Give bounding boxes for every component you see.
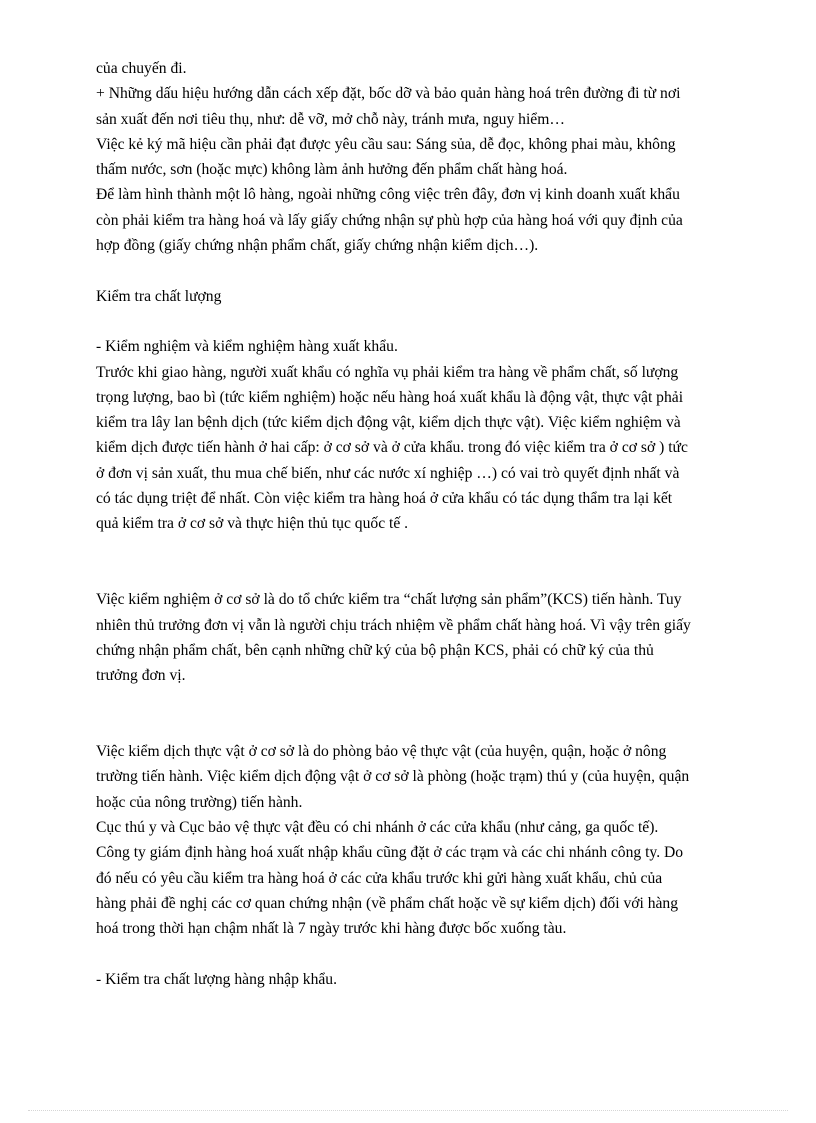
text-line: - Kiểm nghiệm và kiểm nghiệm hàng xuất khẩu. xyxy=(96,338,398,356)
text-line: còn phải kiểm tra hàng hoá và lấy giấy chứng nhận sự phù hợp của hàng hoá với quy định của xyxy=(96,211,683,229)
paragraph xyxy=(96,132,776,183)
paragraph xyxy=(96,739,776,815)
paragraph xyxy=(96,182,776,258)
text-line: thấm nước, sơn (hoặc mực) không làm ảnh hưởng đến phẩm chất hàng hoá. xyxy=(96,161,568,179)
paragraph xyxy=(96,587,776,688)
text-line: Để làm hình thành một lô hàng, ngoài những công việc trên đây, đơn vị kinh doanh xuất khẩu xyxy=(96,186,680,204)
text-line: kiểm dịch được tiến hành ở hai cấp: ở cơ sở và ở cửa khẩu. trong đó việc kiểm tra ở cơ sở ) tức xyxy=(96,439,688,457)
document-body xyxy=(96,56,776,992)
page-bottom-divider xyxy=(28,1110,788,1111)
paragraph-spacer xyxy=(96,688,776,713)
text-line: Việc kiểm dịch thực vật ở cơ sở là do phòng bảo vệ thực vật (của huyện, quận, hoặc ở nông xyxy=(96,743,667,761)
text-line: trưởng đơn vị. xyxy=(96,667,186,685)
paragraph-spacer xyxy=(96,537,776,562)
text-line: Kiểm tra chất lượng xyxy=(96,287,222,305)
text-line: Việc kiểm nghiệm ở cơ sở là do tổ chức kiểm tra “chất lượng sản phẩm”(KCS) tiến hành. Tuy xyxy=(96,591,682,609)
text-line: Cục thú y và Cục bảo vệ thực vật đều có chi nhánh ở các cửa khẩu (như cảng, ga quốc tế). xyxy=(96,818,659,836)
text-line: đó nếu có yêu cầu kiểm tra hàng hoá ở các cửa khẩu trước khi gửi hàng xuất khẩu, chủ của xyxy=(96,869,663,887)
text-line: hoá trong thời hạn chậm nhất là 7 ngày trước khi hàng được bốc xuống tàu. xyxy=(96,920,567,938)
text-line: Việc kẻ ký mã hiệu cần phải đạt được yêu cầu sau: Sáng sủa, dễ đọc, không phai màu, không xyxy=(96,135,676,153)
paragraph-spacer xyxy=(96,309,776,334)
text-line: Công ty giám định hàng hoá xuất nhập khẩu cũng đặt ở các trạm và các chi nhánh công ty. Do xyxy=(96,844,684,862)
text-line: Trước khi giao hàng, người xuất khẩu có nghĩa vụ phải kiểm tra hàng về phẩm chất, số lượng xyxy=(96,363,679,381)
text-line: của chuyến đi. xyxy=(96,60,187,77)
text-line: quả kiểm tra ở cơ sở và thực hiện thủ tục quốc tế . xyxy=(96,515,409,533)
text-line: ở đơn vị sản xuất, thu mua chế biến, như các nước xí nghiệp …) có vai trò quyết định nhất và xyxy=(96,464,680,482)
text-line: trường tiến hành. Việc kiểm dịch động vật ở cơ sở là phòng (hoặc trạm) thú y (của huyện, quận xyxy=(96,768,690,786)
text-line: kiểm tra lây lan bệnh dịch (tức kiểm dịch động vật, kiểm dịch thực vật). Việc kiểm nghiệm và xyxy=(96,414,681,432)
text-line: trọng lượng, bao bì (tức kiểm nghiệm) hoặc nếu hàng hoá xuất khẩu là động vật, thực vật phải xyxy=(96,388,684,406)
paragraph xyxy=(96,815,776,941)
text-line: chứng nhận phẩm chất, bên cạnh những chữ ký của bộ phận KCS, phải có chữ ký của thủ xyxy=(96,641,654,659)
paragraph xyxy=(96,56,776,81)
paragraph xyxy=(96,967,776,992)
text-line: hoặc của nông trường) tiến hành. xyxy=(96,793,303,811)
paragraph-spacer xyxy=(96,941,776,966)
text-line: hợp đồng (giấy chứng nhận phẩm chất, giấy chứng nhận kiểm dịch…). xyxy=(96,237,539,255)
text-line: có tác dụng triệt để nhất. Còn việc kiểm tra hàng hoá ở cửa khẩu có tác dụng thẩm tra lại kết xyxy=(96,490,673,508)
paragraph xyxy=(96,284,776,309)
text-line: hàng phải đề nghị các cơ quan chứng nhận (về phẩm chất hoặc về sự kiểm dịch) đối với hàng xyxy=(96,894,679,912)
paragraph-spacer xyxy=(96,714,776,739)
text-line: sản xuất đến nơi tiêu thụ, như: dễ vỡ, mở chỗ này, tránh mưa, nguy hiểm… xyxy=(96,110,565,128)
paragraph xyxy=(96,334,776,359)
paragraph xyxy=(96,360,776,537)
paragraph-spacer xyxy=(96,562,776,587)
text-line: nhiên thủ trưởng đơn vị vẫn là người chịu trách nhiệm về phẩm chất hàng hoá. Vì vậy trên giấy xyxy=(96,616,691,634)
text-line: - Kiểm tra chất lượng hàng nhập khẩu. xyxy=(96,970,338,988)
paragraph-spacer xyxy=(96,258,776,283)
text-line: + Những dấu hiệu hướng dẫn cách xếp đặt, bốc dỡ và bảo quản hàng hoá trên đường đi từ nơi xyxy=(96,85,681,103)
paragraph xyxy=(96,81,776,132)
